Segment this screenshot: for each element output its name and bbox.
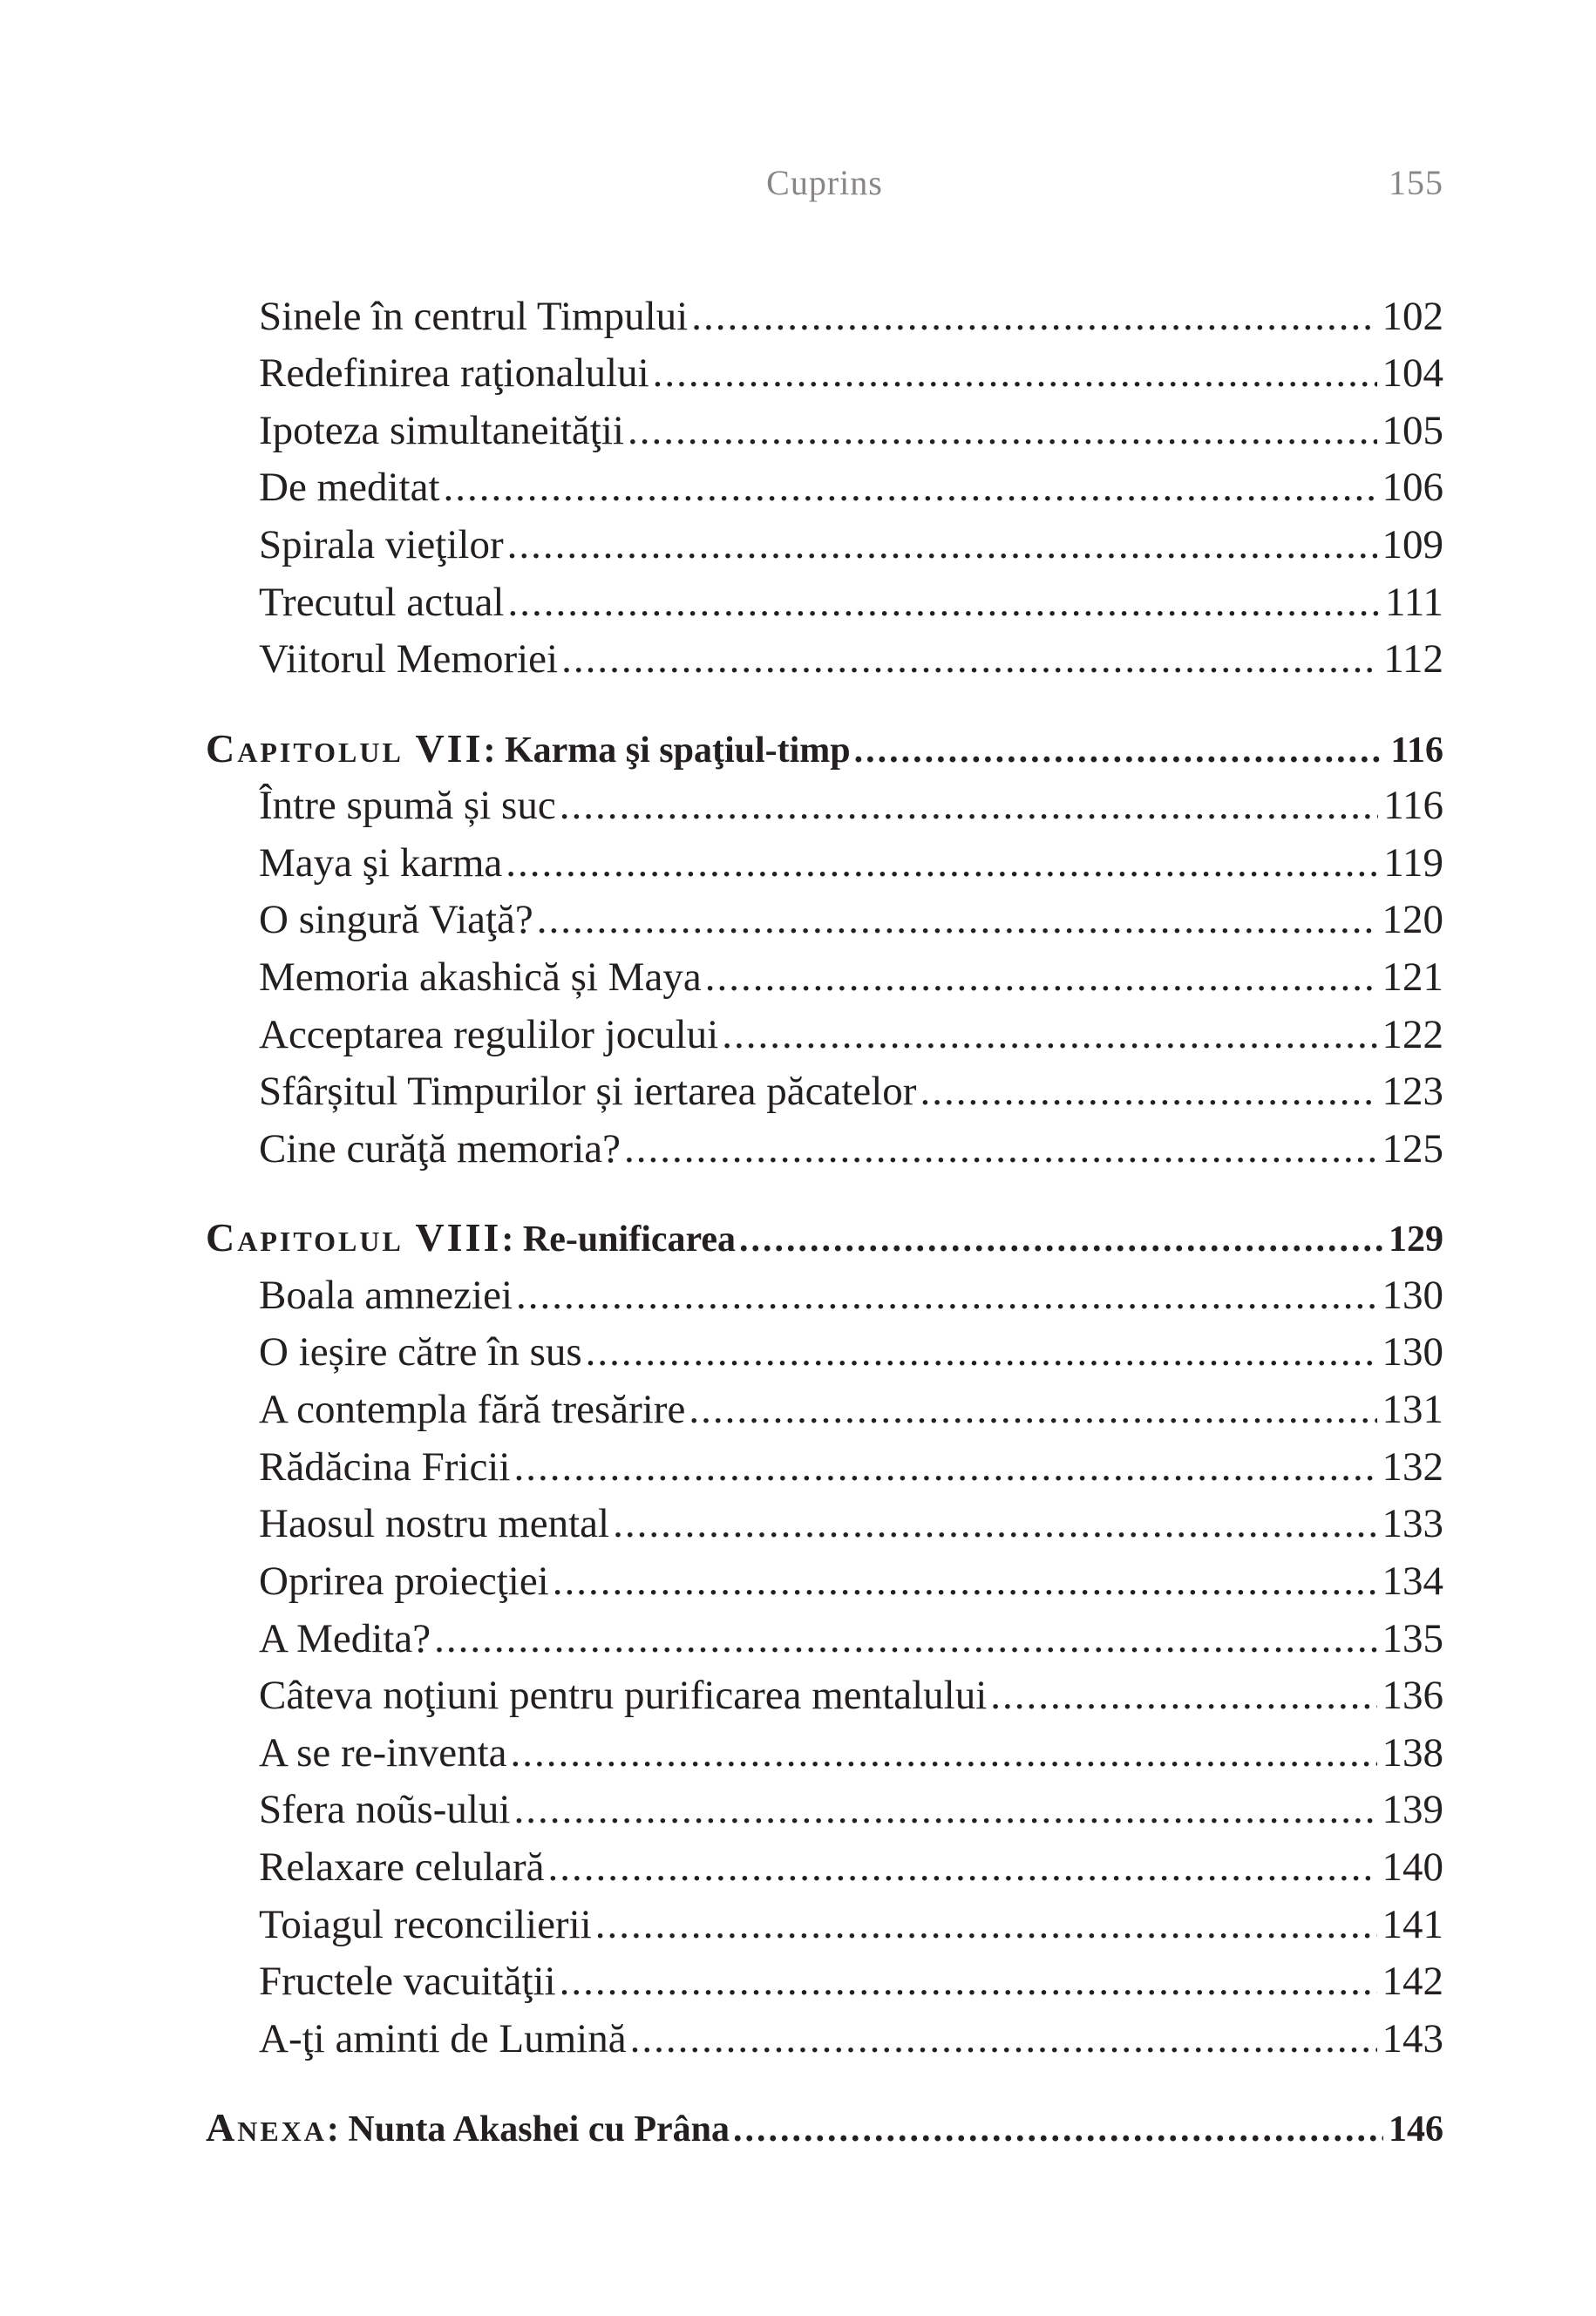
toc-entry-title: Spirala vieţilor bbox=[259, 522, 504, 567]
dot-leader bbox=[613, 1500, 1376, 1547]
toc-entry-page: 121 bbox=[1382, 954, 1443, 1000]
annex-label: Anexa bbox=[206, 2105, 327, 2150]
toc-entry[interactable] bbox=[259, 407, 1443, 461]
toc-entry[interactable] bbox=[259, 1272, 1443, 1326]
dot-leader bbox=[595, 1901, 1377, 1948]
toc-entry-page: 143 bbox=[1382, 2016, 1443, 2061]
toc-entry-title: Sfera noũs-ului bbox=[259, 1787, 511, 1832]
toc-entry[interactable] bbox=[259, 1844, 1443, 1898]
toc-entry[interactable] bbox=[259, 521, 1443, 575]
toc-entry-page: 138 bbox=[1382, 1730, 1443, 1776]
dot-leader bbox=[516, 1272, 1377, 1319]
toc-entry[interactable] bbox=[259, 896, 1443, 950]
chapter-label: Capitolul VIII bbox=[206, 1215, 502, 1260]
dot-leader bbox=[689, 1386, 1376, 1433]
dot-leader bbox=[507, 521, 1377, 568]
toc-entry-title: Haosul nostru mental bbox=[259, 1501, 610, 1546]
toc-entry-page: 125 bbox=[1382, 1126, 1443, 1172]
chapter-title: : Karma şi spaţiul-timp bbox=[483, 730, 851, 771]
toc-entry-title: A-ţi aminti de Lumină bbox=[259, 2016, 627, 2061]
chapter-title: : Re-unificarea bbox=[501, 1219, 737, 1260]
toc-entry[interactable] bbox=[259, 1328, 1443, 1382]
toc-entry-title: Sfârșitul Timpurilor și iertarea păcatelor bbox=[259, 1069, 917, 1114]
toc-entry-title: Maya şi karma bbox=[259, 840, 503, 886]
dot-leader bbox=[537, 896, 1377, 943]
toc-entry-page: 132 bbox=[1382, 1444, 1443, 1490]
toc-entry-page: 109 bbox=[1382, 522, 1443, 567]
toc-entry-title: A se re-inventa bbox=[259, 1730, 507, 1776]
toc-entry-title: Câteva noţiuni pentru purificarea mentalului bbox=[259, 1673, 988, 1718]
dot-leader bbox=[630, 2015, 1377, 2062]
toc-entry-page: 120 bbox=[1382, 897, 1443, 942]
annex-title: : Nunta Akashei cu Prâna bbox=[326, 2109, 730, 2150]
toc-entry-page: 122 bbox=[1382, 1012, 1443, 1057]
toc-entry-page: 131 bbox=[1382, 1387, 1443, 1432]
toc-entry[interactable] bbox=[259, 1443, 1443, 1498]
dot-leader bbox=[511, 1729, 1377, 1776]
toc-entry-page: 133 bbox=[1382, 1501, 1443, 1546]
toc-entry[interactable] bbox=[259, 1729, 1443, 1783]
toc-entry[interactable] bbox=[259, 954, 1443, 1008]
toc-entry-page: 106 bbox=[1382, 465, 1443, 510]
dot-leader bbox=[560, 1958, 1377, 2005]
dot-leader bbox=[561, 635, 1378, 683]
toc-entry-page: 116 bbox=[1383, 783, 1443, 828]
toc-entry[interactable] bbox=[259, 1615, 1443, 1669]
dot-leader bbox=[920, 1068, 1376, 1115]
toc-entry-page: 104 bbox=[1382, 350, 1443, 396]
toc-entry[interactable] bbox=[259, 579, 1443, 633]
chapter-page: 129 bbox=[1389, 1219, 1443, 1260]
toc-entry[interactable] bbox=[259, 1672, 1443, 1726]
toc-entry-title: Relaxare celulară bbox=[259, 1844, 545, 1890]
toc-entry[interactable] bbox=[259, 464, 1443, 518]
toc-entry-title: De meditat bbox=[259, 465, 440, 510]
dot-leader bbox=[508, 579, 1380, 626]
toc-entry-title: A Medita? bbox=[259, 1616, 431, 1661]
toc-entry[interactable] bbox=[259, 1068, 1443, 1122]
toc-entry-page: 119 bbox=[1383, 840, 1443, 886]
toc-entry[interactable] bbox=[259, 1125, 1443, 1179]
toc-entry-page: 136 bbox=[1382, 1673, 1443, 1718]
dot-leader bbox=[722, 1011, 1376, 1058]
toc-entry-title: Fructele vacuităţii bbox=[259, 1959, 556, 2004]
toc-chapter-heading[interactable] bbox=[206, 1214, 1443, 1268]
toc-entry-page: 111 bbox=[1384, 580, 1443, 625]
chapter-label: Capitolul VII bbox=[206, 726, 484, 771]
dot-leader bbox=[506, 839, 1378, 886]
toc-entry[interactable] bbox=[259, 1958, 1443, 2012]
toc-entry[interactable] bbox=[259, 293, 1443, 347]
toc-entry-title: Cine curăţă memoria? bbox=[259, 1126, 621, 1172]
toc-entry-page: 135 bbox=[1382, 1616, 1443, 1661]
toc-entry-page: 134 bbox=[1382, 1559, 1443, 1604]
dot-leader bbox=[513, 1443, 1376, 1491]
dot-leader bbox=[691, 293, 1376, 340]
annex-heading-title bbox=[206, 2104, 730, 2150]
chapter-page: 116 bbox=[1390, 730, 1443, 771]
toc-entry-title: Memoria akashică și Maya bbox=[259, 954, 702, 1000]
dot-leader bbox=[733, 2109, 1383, 2150]
toc-entry-page: 141 bbox=[1382, 1902, 1443, 1947]
toc-entry-title: O ieșire către în sus bbox=[259, 1329, 582, 1375]
chapter-heading-title bbox=[206, 1214, 736, 1260]
toc-entry-title: Trecutul actual bbox=[259, 580, 505, 625]
toc-entry-title: A contempla fără tresărire bbox=[259, 1387, 686, 1432]
toc-entry[interactable] bbox=[259, 1386, 1443, 1440]
toc-entry-title: O singură Viaţă? bbox=[259, 897, 533, 942]
toc-entry[interactable] bbox=[259, 839, 1443, 893]
toc-entry[interactable] bbox=[259, 1786, 1443, 1840]
toc-entry[interactable] bbox=[259, 350, 1443, 404]
toc-entry-title: Toiagul reconcilierii bbox=[259, 1902, 592, 1947]
toc-entry[interactable] bbox=[259, 1500, 1443, 1554]
toc-entry-title: Rădăcina Fricii bbox=[259, 1444, 511, 1490]
toc-entry[interactable] bbox=[259, 1011, 1443, 1065]
toc-entry-title: Viitorul Memoriei bbox=[259, 636, 559, 682]
toc-entry-page: 123 bbox=[1382, 1069, 1443, 1114]
dot-leader bbox=[628, 407, 1377, 454]
toc-entry-title: Între spumă și suc bbox=[259, 783, 556, 828]
dot-leader bbox=[553, 1558, 1377, 1605]
toc-entry-page: 140 bbox=[1382, 1844, 1443, 1890]
toc-entry-title: Redefinirea raţionalului bbox=[259, 350, 649, 396]
toc-entry-title: Boala amneziei bbox=[259, 1273, 513, 1318]
toc-entry-title: Acceptarea regulilor jocului bbox=[259, 1012, 719, 1057]
toc-entry-title: Ipoteza simultaneităţii bbox=[259, 408, 624, 453]
dot-leader bbox=[739, 1219, 1383, 1260]
dot-leader bbox=[854, 730, 1386, 771]
dot-leader bbox=[653, 350, 1377, 397]
toc-entry[interactable] bbox=[259, 635, 1443, 689]
dot-leader bbox=[513, 1786, 1376, 1833]
dot-leader bbox=[624, 1125, 1377, 1172]
toc-entry-page: 130 bbox=[1382, 1329, 1443, 1375]
dot-leader bbox=[586, 1328, 1377, 1375]
toc-entry-page: 142 bbox=[1382, 1959, 1443, 2004]
toc-annex-heading[interactable] bbox=[206, 2104, 1443, 2158]
toc-entry-page: 112 bbox=[1383, 636, 1443, 682]
toc-entry-page: 130 bbox=[1382, 1273, 1443, 1318]
toc-entry-page: 105 bbox=[1382, 408, 1443, 453]
running-head-section: Cuprins bbox=[766, 163, 883, 202]
toc-entry-page: 102 bbox=[1382, 294, 1443, 339]
toc-entry[interactable] bbox=[259, 1558, 1443, 1612]
toc-entry-title: Oprirea proiecţiei bbox=[259, 1559, 549, 1604]
dot-leader bbox=[560, 782, 1379, 829]
dot-leader bbox=[444, 464, 1377, 511]
toc-chapter-heading[interactable] bbox=[206, 725, 1443, 779]
annex-page: 146 bbox=[1389, 2109, 1443, 2150]
toc-entry-title: Sinele în centrul Timpului bbox=[259, 294, 689, 339]
dot-leader bbox=[705, 954, 1377, 1001]
toc-entry[interactable] bbox=[259, 1901, 1443, 1955]
toc-entry[interactable] bbox=[259, 782, 1443, 836]
toc-entry[interactable] bbox=[259, 2015, 1443, 2069]
page-number: 155 bbox=[1389, 163, 1443, 202]
running-head bbox=[206, 162, 1443, 211]
chapter-heading-title bbox=[206, 725, 851, 771]
dot-leader bbox=[547, 1844, 1376, 1891]
toc-entry-page: 139 bbox=[1382, 1787, 1443, 1832]
dot-leader bbox=[434, 1615, 1376, 1662]
dot-leader bbox=[990, 1672, 1376, 1719]
